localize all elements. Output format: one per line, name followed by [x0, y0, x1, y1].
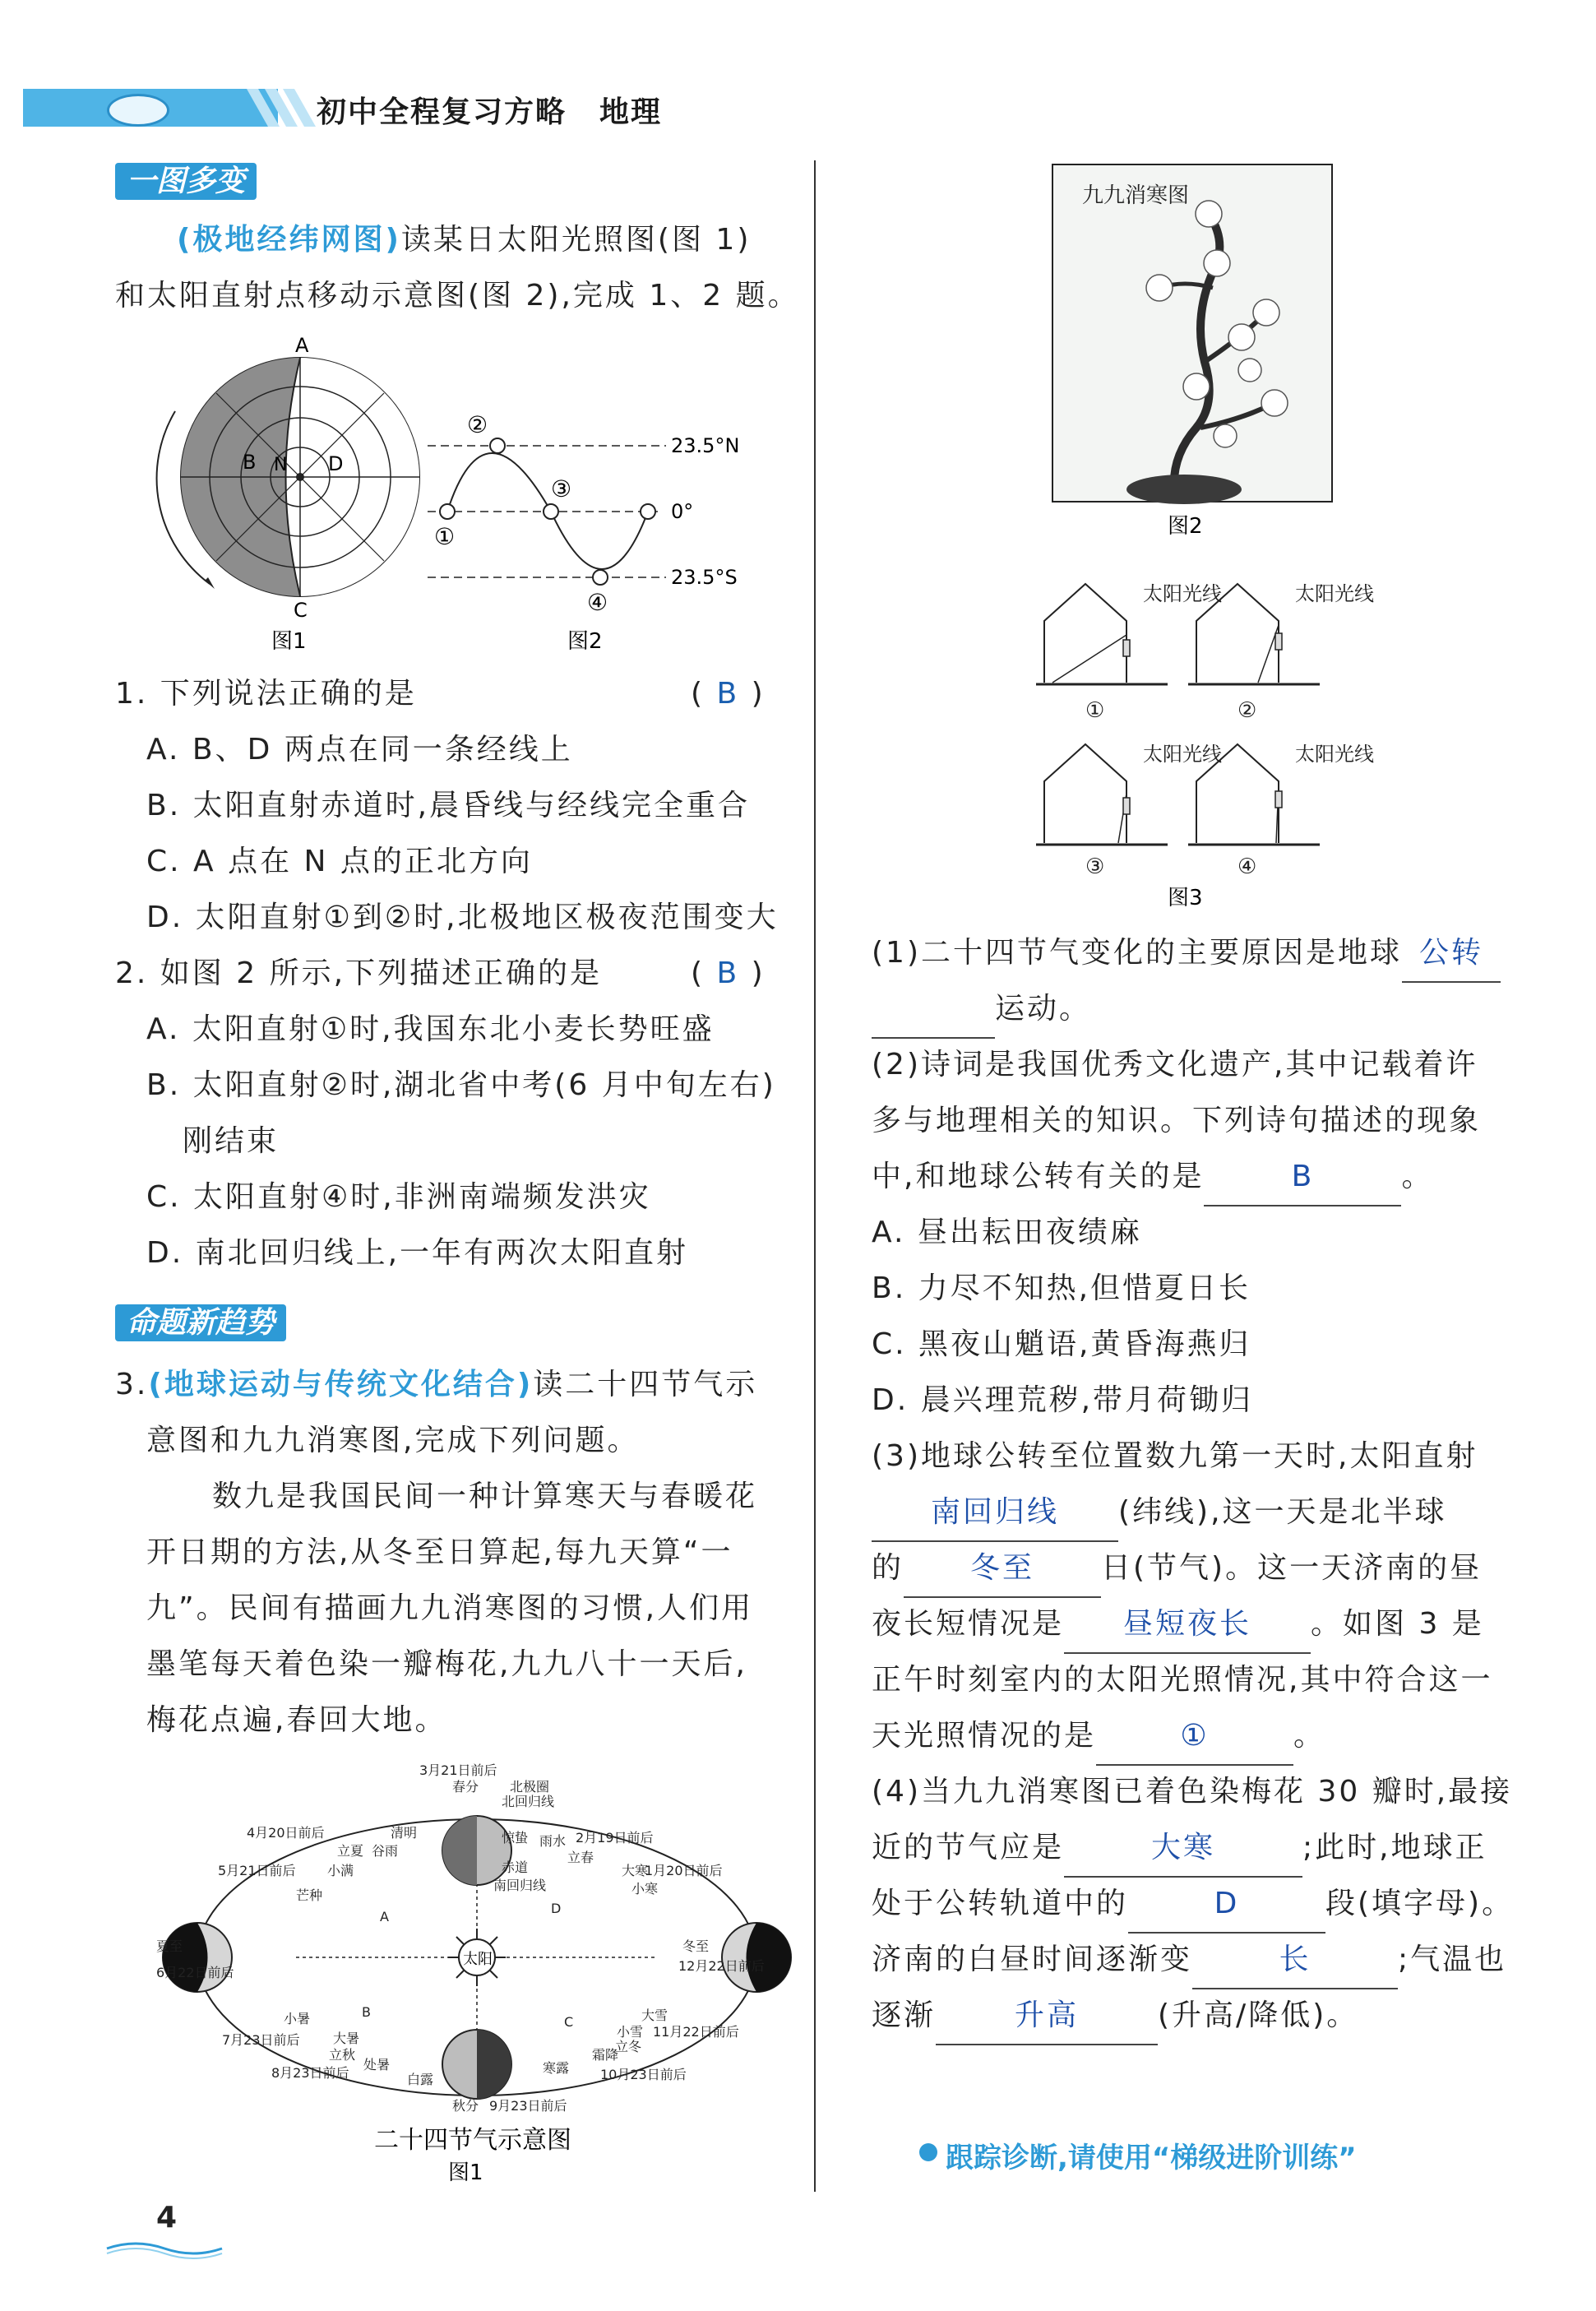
fig2-point-1: ① — [434, 523, 456, 550]
section1-intro-line1: (极地经纬网图)读某日太阳光照图(图 1) — [177, 223, 752, 257]
sub4-line2: 近的节气应是 大寒 ;此时,地球正 — [872, 1820, 1487, 1878]
room-figure-caption: 图3 — [1168, 886, 1203, 910]
svg-text:1月20日前后: 1月20日前后 — [645, 1863, 723, 1878]
fig1-label-c: C — [294, 599, 308, 622]
svg-text:大暑: 大暑 — [333, 2031, 360, 2046]
svg-text:太阳光线: 太阳光线 — [1295, 743, 1374, 766]
fig2-point-2: ② — [467, 411, 488, 438]
figure-24-solar-terms — [156, 1760, 789, 2204]
q3-stem-line2: 意图和九九消寒图,完成下列问题。 — [146, 1424, 640, 1457]
svg-text:10月23日前后: 10月23日前后 — [600, 2067, 687, 2082]
svg-text:霜降: 霜降 — [592, 2047, 619, 2063]
svg-text:8月23日前后: 8月23日前后 — [271, 2065, 349, 2081]
sub4-line4: 济南的白昼时间逐渐变 长 ;气温也 — [872, 1932, 1506, 1989]
svg-text:太阳光线: 太阳光线 — [1143, 582, 1222, 605]
footer-bullet-icon — [919, 2143, 937, 2161]
q2-stem: 2. 如图 2 所示,下列描述正确的是 — [115, 956, 603, 990]
fig1-label-b: B — [243, 451, 257, 474]
svg-text:C: C — [564, 2014, 574, 2030]
svg-text:5月21日前后: 5月21日前后 — [218, 1863, 296, 1878]
sub2-line2: 多与地理相关的知识。下列诗句描述的现象 — [872, 1104, 1482, 1137]
fig2-lat-n: 23.5°N — [671, 434, 740, 457]
svg-text:B: B — [362, 2004, 371, 2020]
q2-option-d: D. 南北回归线上,一年有两次太阳直射 — [146, 1236, 689, 1270]
sub2-option-b: B. 力尽不知热,但惜夏日长 — [872, 1271, 1251, 1305]
svg-text:12月22日前后: 12月22日前后 — [678, 1958, 765, 1974]
svg-text:小雪: 小雪 — [617, 2024, 644, 2040]
plum-figure-caption: 图2 — [1168, 514, 1203, 539]
svg-text:6月22日前后: 6月22日前后 — [156, 1965, 234, 1980]
sub4-line1: (4)当九九消寒图已着色染梅花 30 瓣时,最接 — [872, 1775, 1513, 1809]
svg-text:A: A — [380, 1909, 389, 1924]
q3-para-line2: 开日期的方法,从冬至日算起,每九天算“一 — [146, 1535, 733, 1569]
fig2-caption: 图2 — [567, 629, 603, 654]
fig2-point-4: ④ — [587, 589, 608, 616]
svg-text:大雪: 大雪 — [641, 2008, 668, 2023]
section1-intro-line2: 和太阳直射点移动示意图(图 2),完成 1、2 题。 — [115, 279, 800, 313]
svg-text:小满: 小满 — [327, 1863, 354, 1878]
fig1-label-a: A — [295, 334, 309, 357]
svg-text:③: ③ — [1085, 854, 1105, 879]
footer-note: 跟踪诊断,请使用“梯级进阶训练” — [946, 2142, 1357, 2174]
page-header-title: 初中全程复习方略 地理 — [317, 95, 663, 129]
fig2-lat-0: 0° — [671, 500, 694, 523]
svg-text:太阳光线: 太阳光线 — [1295, 582, 1374, 605]
orbit-figure-title: 二十四节气示意图 — [374, 2126, 571, 2155]
figure1-polar-illumination — [160, 334, 432, 658]
svg-text:②: ② — [1237, 698, 1257, 723]
q1-option-b: B. 太阳直射赤道时,晨昏线与经线完全重合 — [146, 789, 751, 822]
column-divider — [814, 160, 816, 2192]
q1-option-d: D. 太阳直射①到②时,北极地区极夜范围变大 — [146, 901, 779, 934]
svg-text:D: D — [551, 1901, 562, 1916]
q1-stem: 1. 下列说法正确的是 — [115, 677, 417, 711]
svg-text:秋分: 秋分 — [452, 2098, 479, 2114]
figure-room-sunlight — [1036, 576, 1374, 913]
svg-text:白露: 白露 — [407, 2072, 434, 2087]
svg-text:太阳光线: 太阳光线 — [1143, 743, 1222, 766]
svg-text:小寒: 小寒 — [631, 1881, 659, 1897]
section-badge-mingtixinqushi: 命题新趋势 — [115, 1299, 286, 1341]
sub1-line1: (1)二十四节气变化的主要原因是地球 公转 — [872, 925, 1501, 983]
sub2-option-c: C. 黑夜山魈语,黄昏海燕归 — [872, 1327, 1251, 1361]
publisher-logo — [107, 94, 169, 127]
svg-text:谷雨: 谷雨 — [372, 1843, 399, 1859]
svg-text:处暑: 处暑 — [363, 2057, 391, 2072]
svg-text:雨水: 雨水 — [539, 1833, 567, 1849]
svg-text:芒种: 芒种 — [296, 1887, 323, 1903]
svg-text:冬至: 冬至 — [682, 1938, 710, 1954]
svg-text:寒露: 寒露 — [543, 2060, 570, 2076]
svg-text:清明: 清明 — [391, 1825, 418, 1841]
svg-text:小暑: 小暑 — [284, 2011, 311, 2026]
fig1-label-n: N — [274, 455, 288, 475]
q1-option-a: A. B、D 两点在同一条经线上 — [146, 733, 573, 766]
q2-option-a: A. 太阳直射①时,我国东北小麦长势旺盛 — [146, 1012, 715, 1046]
fig2-point-3: ③ — [551, 475, 572, 502]
sub4-line5: 逐渐 升高 (升高/降低)。 — [872, 1988, 1358, 2045]
sub3-line6: 天光照情况的是 ① 。 — [872, 1708, 1325, 1766]
svg-text:9月23日前后: 9月23日前后 — [489, 2098, 567, 2114]
q3-para-line5: 梅花点遍,春回大地。 — [146, 1703, 447, 1737]
svg-text:11月22日前后: 11月22日前后 — [653, 2024, 739, 2040]
svg-text:7月23日前后: 7月23日前后 — [222, 2032, 300, 2048]
fig2-lat-s: 23.5°S — [671, 566, 738, 589]
sub2-option-d: D. 晨兴理荒秽,带月荷锄归 — [872, 1383, 1254, 1417]
svg-text:南回归线: 南回归线 — [493, 1878, 547, 1893]
q1-option-c: C. A 点在 N 点的正北方向 — [146, 845, 533, 878]
q1-answer-bracket: ( B ) — [691, 677, 766, 711]
orbit-sun-label: 太阳 — [463, 1951, 493, 1968]
svg-text:立春: 立春 — [567, 1850, 594, 1865]
page-number-ornament — [107, 2239, 222, 2258]
q2-option-b-cont: 刚结束 — [183, 1124, 280, 1158]
sub3-line4: 夜长短情况是 昼短夜长 。如图 3 是 — [872, 1596, 1484, 1654]
svg-text:惊蛰: 惊蛰 — [502, 1830, 529, 1846]
figure2-subsolar-migration — [428, 403, 773, 658]
sub2-line1: (2)诗词是我国优秀文化遗产,其中记载着许 — [872, 1048, 1478, 1081]
sub3-line3: 的 冬至 日(节气)。这一天济南的昼 — [872, 1540, 1482, 1598]
orbit-figure-caption: 图1 — [448, 2160, 483, 2185]
q2-option-b: B. 太阳直射②时,湖北省中考(6 月中旬左右) — [146, 1068, 776, 1102]
q3-stem-line1: 3.(地球运动与传统文化结合)读二十四节气示 — [115, 1368, 758, 1401]
svg-text:3月21日前后: 3月21日前后 — [419, 1762, 497, 1778]
svg-text:九九消寒图: 九九消寒图 — [1082, 183, 1190, 208]
sub4-line3: 处于公转轨道中的 D 段(填字母)。 — [872, 1876, 1514, 1934]
svg-text:立夏: 立夏 — [337, 1843, 364, 1859]
svg-text:2月19日前后: 2月19日前后 — [576, 1830, 654, 1846]
svg-text:北极圈: 北极圈 — [510, 1779, 550, 1795]
svg-text:春分: 春分 — [452, 1779, 479, 1795]
sub3-line1: (3)地球公转至位置数九第一天时,太阳直射 — [872, 1439, 1478, 1473]
q3-para-line3: 九”。民间有描画九九消寒图的习惯,人们用 — [146, 1591, 754, 1625]
q2-option-c: C. 太阳直射④时,非洲南端频发洪灾 — [146, 1180, 651, 1214]
q3-para-line4: 墨笔每天着色染一瓣梅花,九九八十一天后, — [146, 1647, 747, 1681]
sub3-line2: 南回归线 (纬线),这一天是北半球 — [872, 1484, 1447, 1542]
svg-text:①: ① — [1085, 698, 1105, 723]
header-stripes — [247, 89, 312, 127]
q3-para-line1: 数九是我国民间一种计算寒天与春暖花 — [212, 1480, 758, 1513]
fig1-label-d: D — [328, 452, 344, 475]
svg-text:立秋: 立秋 — [329, 2047, 356, 2063]
svg-text:立冬: 立冬 — [615, 2039, 642, 2054]
svg-text:夏至: 夏至 — [156, 1938, 183, 1954]
svg-text:赤道: 赤道 — [502, 1859, 529, 1875]
svg-text:大寒: 大寒 — [622, 1863, 649, 1878]
svg-text:④: ④ — [1237, 854, 1257, 879]
fig1-caption: 图1 — [271, 629, 307, 654]
sub2-option-a: A. 昼出耘田夜绩麻 — [872, 1216, 1142, 1249]
figure-plum-blossom — [1052, 164, 1332, 543]
section-badge-yituduobian: 一图多变 — [115, 158, 257, 200]
page-number: 4 — [156, 2201, 178, 2235]
svg-text:4月20日前后: 4月20日前后 — [247, 1825, 325, 1841]
sub2-line3: 中,和地球公转有关的是 B 。 — [872, 1149, 1433, 1206]
svg-text:北回归线: 北回归线 — [502, 1794, 555, 1809]
q2-answer-bracket: ( B ) — [691, 956, 766, 990]
sub1-line2: 运动。 — [872, 981, 1091, 1039]
sub3-line5: 正午时刻室内的太阳光照情况,其中符合这一 — [872, 1663, 1493, 1697]
